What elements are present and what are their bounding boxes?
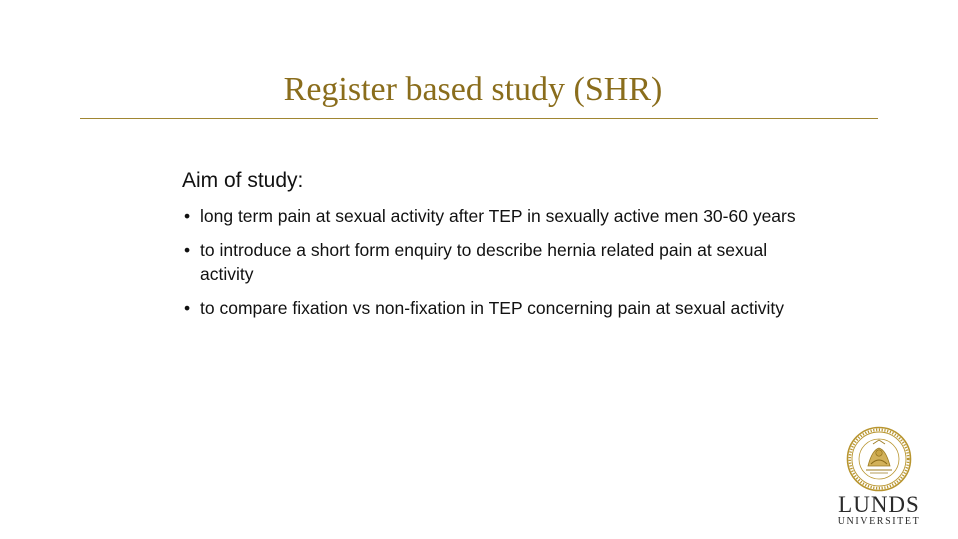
bullet-text: to compare fixation vs non-fixation in TEP concerning pain at sexual activity xyxy=(200,298,784,318)
bullet-item xyxy=(182,204,802,228)
bullet-item xyxy=(182,296,802,320)
slide-title: Register based study (SHR) xyxy=(283,71,663,108)
university-seal-icon xyxy=(846,426,912,492)
university-wordmark xyxy=(834,494,924,528)
bullet-item xyxy=(182,238,802,286)
aim-heading: Aim of study: xyxy=(182,169,304,192)
university-logo xyxy=(834,426,924,528)
title-divider xyxy=(80,118,878,119)
bullet-dot-icon: • xyxy=(184,206,191,226)
bullet-text: to introduce a short form enquiry to describe hernia related pain at sexual activity xyxy=(200,240,768,284)
slide-body xyxy=(182,168,802,330)
university-name-secondary: UNIVERSITET xyxy=(837,516,921,527)
bullet-dot-icon: • xyxy=(184,298,191,318)
university-name-primary: LUNDS xyxy=(838,492,920,517)
bullet-text: long term pain at sexual activity after TEP in sexually active men 30-60 years xyxy=(200,206,796,226)
bullet-list xyxy=(182,204,802,320)
bullet-dot-icon: • xyxy=(184,240,191,260)
